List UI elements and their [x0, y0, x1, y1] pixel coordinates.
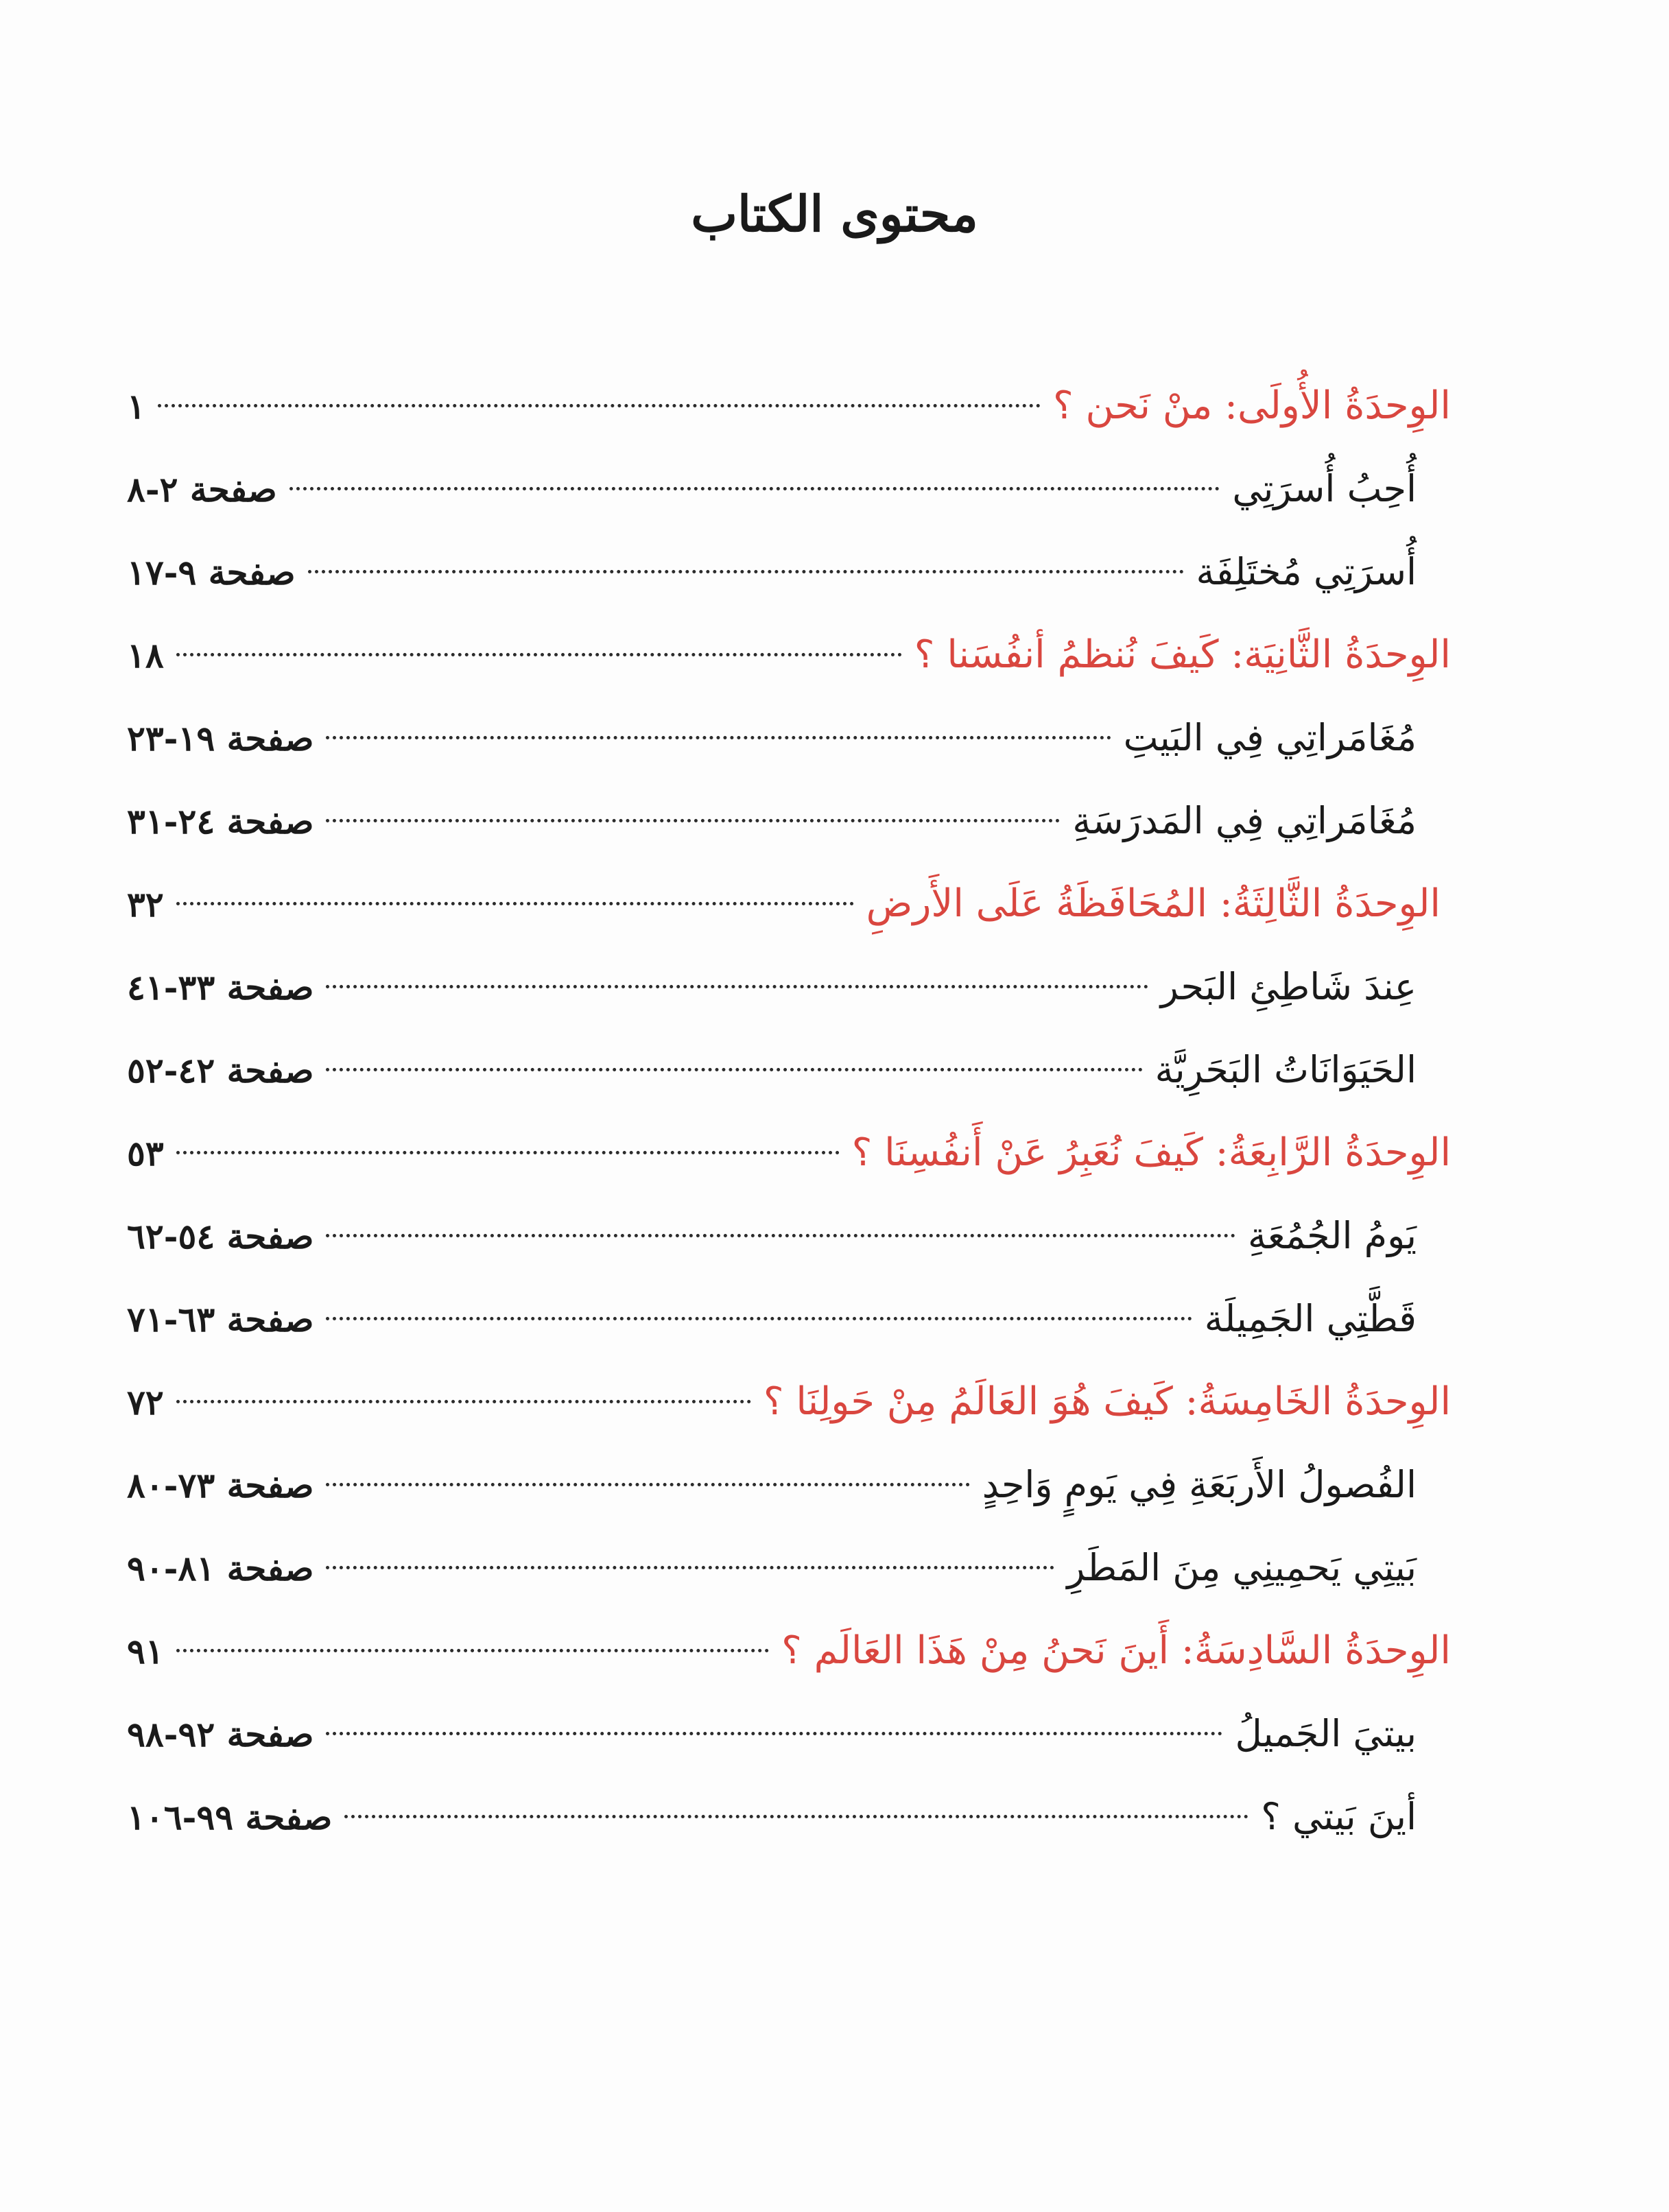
- toc-entry-unit-3: [127, 870, 1441, 938]
- dot-leader: [326, 985, 1148, 988]
- dot-leader: [176, 1400, 751, 1403]
- dot-leader: [326, 1566, 1054, 1569]
- dot-leader: [344, 1815, 1248, 1818]
- dot-leader: [326, 1483, 969, 1486]
- toc-entry-unit-5: [127, 1368, 1451, 1436]
- toc-entry-pages: ١: [127, 386, 145, 427]
- toc-entry-title: الوِحدَةُ الثَّالِثَةُ: المُحَافَظَةُ عَلَى الأَرضِ: [866, 881, 1441, 926]
- toc-entry-unit-6: [127, 1617, 1451, 1685]
- toc-entry-lesson: [127, 538, 1417, 606]
- page-title: محتوى الكتاب: [691, 185, 978, 243]
- toc-entry-lesson: [127, 1202, 1417, 1270]
- toc-entry-pages: صفحة ٩٩-١٠٦: [127, 1797, 333, 1838]
- toc-entry-lesson: [127, 1534, 1417, 1602]
- toc-entry-pages: صفحة ٣٣-٤١: [127, 967, 314, 1008]
- toc-entry-title: الوِحدَةُ الأُولَى: منْ نَحن ؟: [1053, 383, 1451, 428]
- dot-leader: [176, 1649, 769, 1652]
- toc-entry-title: الوِحدَةُ الخَامِسَةُ: كَيفَ هُوَ العَالَمُ مِنْ حَولِنَا ؟: [763, 1379, 1451, 1424]
- dot-leader: [289, 487, 1220, 490]
- toc-entry-title: عِندَ شَاطِئِ البَحر: [1160, 965, 1417, 1008]
- toc-entry-pages: ٩١: [127, 1631, 164, 1672]
- dot-leader: [176, 1151, 840, 1154]
- toc-entry-pages: ٥٣: [127, 1133, 164, 1174]
- toc-entry-pages: صفحة ٨١-٩٠: [127, 1548, 314, 1589]
- toc-entry-pages: ١٨: [127, 635, 164, 676]
- toc-entry-title: الحَيَوَانَاتُ البَحَرِيَّة: [1155, 1048, 1417, 1091]
- toc-entry-lesson: [127, 455, 1417, 523]
- toc-entry-pages: صفحة ٢-٨: [127, 469, 277, 510]
- toc-entry-title: مُغَامَراتِي فِي المَدرَسَةِ: [1072, 799, 1417, 842]
- dot-leader: [308, 570, 1184, 573]
- toc-entry-pages: ٣٢: [127, 884, 164, 925]
- dot-leader: [176, 653, 902, 656]
- toc-entry-pages: صفحة ٢٤-٣١: [127, 801, 314, 842]
- toc-entry-title: بَيتِي يَحمِينِي مِنَ المَطَرِ: [1067, 1546, 1417, 1589]
- toc-entry-unit-2: [127, 621, 1451, 689]
- toc-entry-title: أُحِبُ أُسرَتِي: [1232, 467, 1417, 510]
- toc-entry-lesson: [127, 704, 1417, 772]
- toc-entry-title: يَومُ الجُمُعَةِ: [1247, 1214, 1417, 1257]
- toc-entry-pages: صفحة ٩٢-٩٨: [127, 1714, 314, 1755]
- toc-entry-lesson: [127, 1783, 1417, 1851]
- toc-entry-pages: صفحة ١٩-٢٣: [127, 718, 314, 759]
- toc-entry-lesson: [127, 1036, 1417, 1104]
- toc-entry-lesson: [127, 1700, 1417, 1768]
- toc-entry-title: أُسرَتِي مُختَلِفَة: [1196, 550, 1417, 593]
- dot-leader: [326, 1234, 1235, 1237]
- toc-entry-pages: صفحة ٦٣-٧١: [127, 1299, 314, 1340]
- toc-entry-lesson: [127, 787, 1417, 855]
- toc-entry-title: الوِحدَةُ الثَّانِيَة: كَيفَ نُنظمُ أنفُسَنا ؟: [914, 632, 1451, 677]
- toc-entry-pages: صفحة ٤٢-٥٢: [127, 1050, 314, 1091]
- dot-leader: [326, 1068, 1142, 1071]
- dot-leader: [326, 1732, 1222, 1735]
- toc-entry-title: الوِحدَةُ السَّادِسَةُ: أَينَ نَحنُ مِنْ هَذَا العَالَم ؟: [781, 1628, 1451, 1673]
- toc-entry-lesson: [127, 953, 1417, 1021]
- dot-leader: [158, 404, 1041, 407]
- toc-entry-title: الوِحدَةُ الرَّابِعَةُ: كَيفَ نُعَبِرُ عَنْ أَنفُسِنَا ؟: [851, 1130, 1451, 1175]
- dot-leader: [176, 902, 854, 905]
- toc-entry-title: قَطَّتِي الجَمِيلَة: [1204, 1297, 1417, 1340]
- toc-entry-title: الفُصولُ الأَربَعَةِ فِي يَومٍ وَاحِدٍ: [982, 1463, 1417, 1506]
- toc-entry-pages: ٧٢: [127, 1382, 164, 1423]
- toc-entry-unit-4: [127, 1119, 1451, 1187]
- toc-entry-pages: صفحة ٧٣-٨٠: [127, 1465, 314, 1506]
- toc-entry-title: مُغَامَراتِي فِي البَيتِ: [1123, 716, 1417, 759]
- toc-entry-title: أينَ بَيتي ؟: [1261, 1795, 1417, 1838]
- toc-entry-lesson: [127, 1451, 1417, 1519]
- toc-entry-lesson: [127, 1285, 1417, 1353]
- dot-leader: [326, 736, 1111, 739]
- toc-entry-pages: صفحة ٥٤-٦٢: [127, 1216, 314, 1257]
- toc-entry-title: بيتيَ الجَميلُ: [1235, 1712, 1417, 1755]
- toc-entry-pages: صفحة ٩-١٧: [127, 552, 296, 593]
- dot-leader: [326, 1317, 1192, 1320]
- toc-entry-unit-1: [127, 372, 1451, 440]
- dot-leader: [326, 819, 1060, 822]
